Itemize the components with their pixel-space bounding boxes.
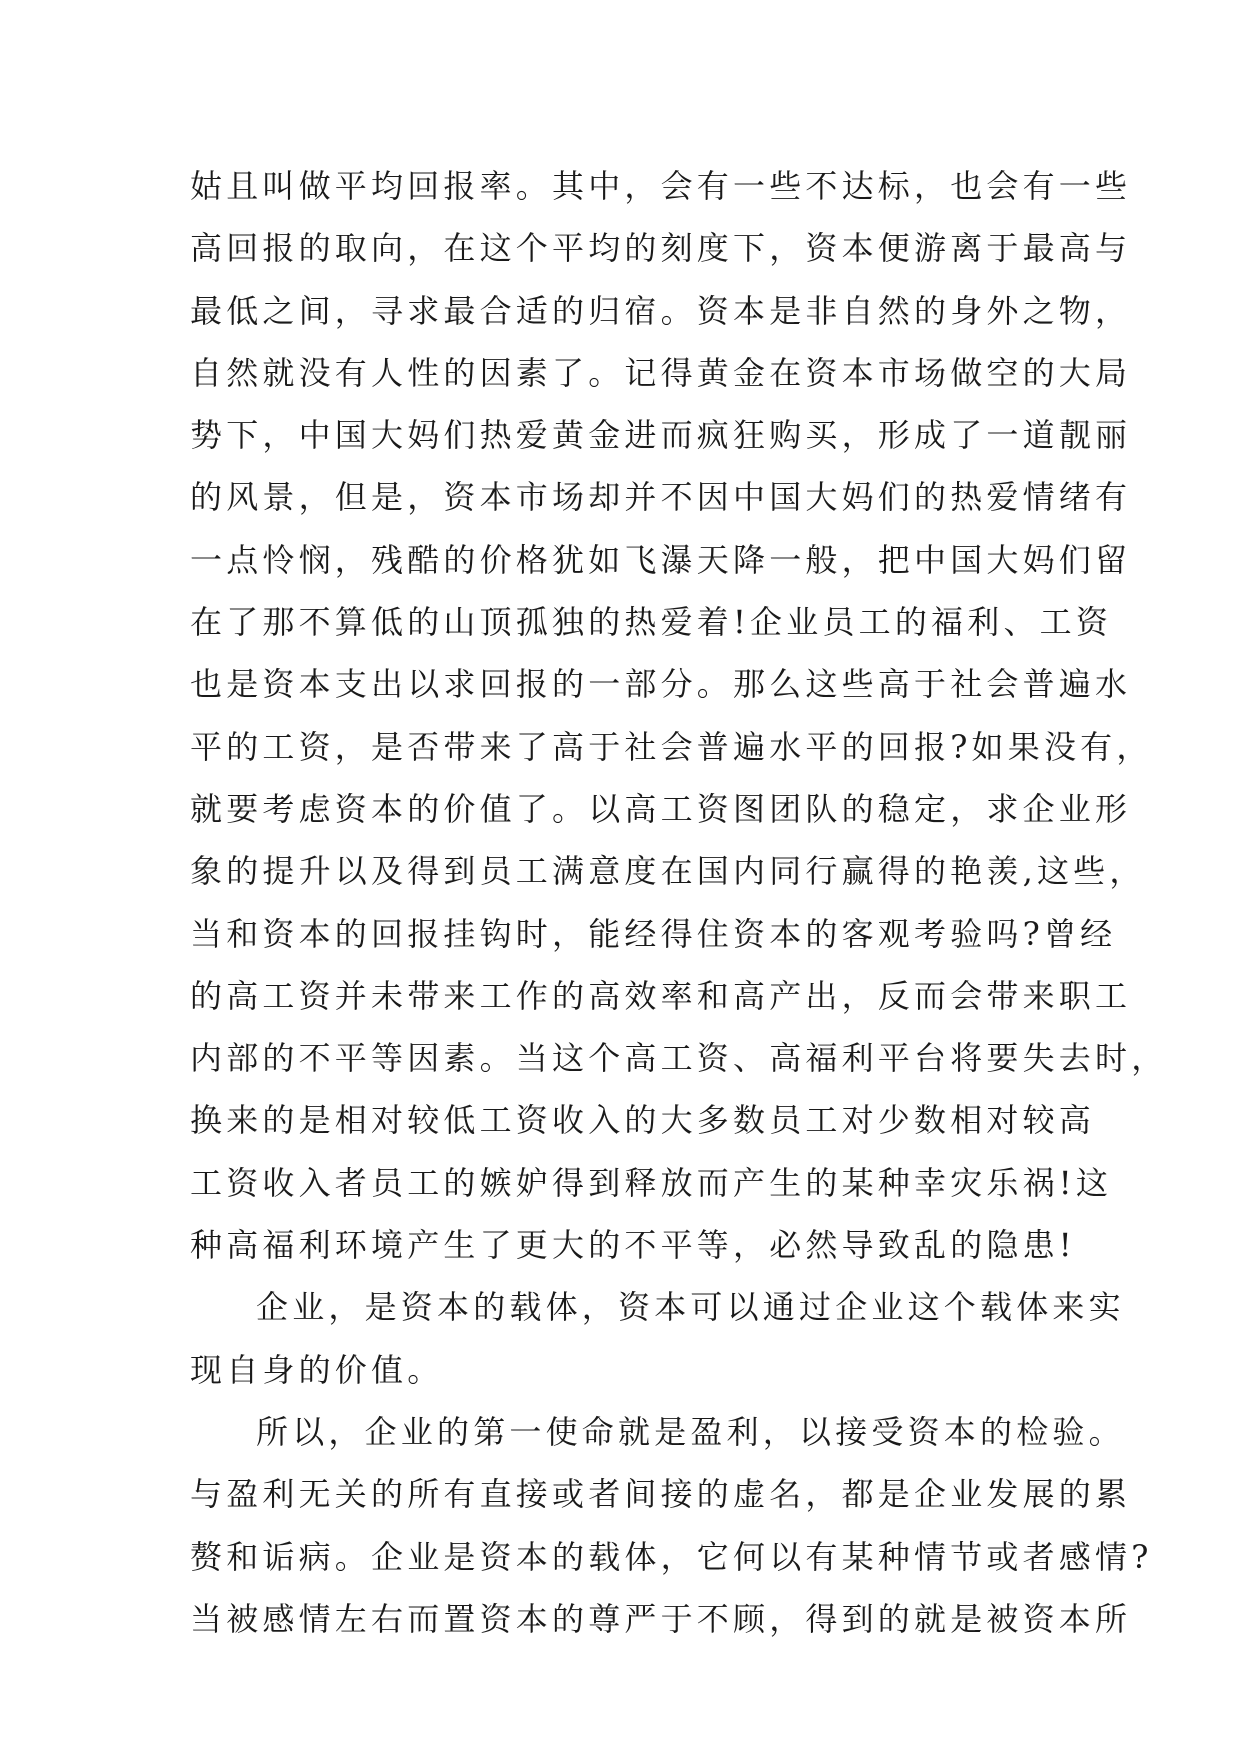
text-line: 工资收入者员工的嫉妒得到释放而产生的某种幸灾乐祸!这: [190, 1163, 1113, 1202]
text-line: 在了那不算低的山顶孤独的热爱着!企业员工的福利、工资: [190, 603, 1113, 642]
text-line: 姑且叫做平均回报率。其中，会有一些不达标，也会有一些: [190, 167, 1132, 205]
text-line: 就要考虑资本的价值了。以高工资图团队的稳定，求企业形: [190, 789, 1132, 828]
paragraph-start-line: 企业，是资本的载体，资本可以通过企业这个载体来实: [256, 1288, 1125, 1327]
text-line: 平的工资，是否带来了高于社会普遍水平的回报?如果没有，: [190, 727, 1153, 766]
text-line: 当被感情左右而置资本的尊严于不顾，得到的就是被资本所: [190, 1599, 1132, 1638]
text-line: 象的提升以及得到员工满意度在国内同行赢得的艳羡,这些，: [190, 852, 1146, 891]
text-line: 一点怜悯，残酷的价格犹如飞瀑天降一般，把中国大妈们留: [190, 540, 1132, 579]
text-line: 内部的不平等因素。当这个高工资、高福利平台将要失去时，: [190, 1039, 1168, 1078]
text-line: 高回报的取向，在这个平均的刻度下，资本便游离于最高与: [190, 229, 1132, 268]
text-line: 自然就没有人性的因素了。记得黄金在资本市场做空的大局: [190, 353, 1132, 392]
text-line: 赘和诟病。企业是资本的载体，它何以有某种情节或者感情?: [190, 1537, 1153, 1576]
text-line: 当和资本的回报挂钩时，能经得住资本的客观考验吗?曾经: [190, 914, 1117, 953]
text-line: 势下，中国大妈们热爱黄金进而疯狂购买，形成了一道靓丽: [190, 416, 1132, 455]
text-line: 最低之间，寻求最合适的归宿。资本是非自然的身外之物，: [190, 291, 1132, 330]
text-line: 的高工资并未带来工作的高效率和高产出，反而会带来职工: [190, 976, 1132, 1015]
text-line: 种高福利环境产生了更大的不平等，必然导致乱的隐患!: [190, 1226, 1076, 1265]
text-line: 与盈利无关的所有直接或者间接的虚名，都是企业发展的累: [190, 1475, 1132, 1514]
body-text: [190, 162, 1168, 1657]
text-line: 也是资本支出以求回报的一部分。那么这些高于社会普遍水: [190, 665, 1132, 704]
text-line: 的风景，但是，资本市场却并不因中国大妈们的热爱情绪有: [190, 478, 1132, 517]
text-line: 现自身的价值。: [190, 1350, 444, 1389]
text-line: 换来的是相对较低工资收入的大多数员工对少数相对较高: [190, 1101, 1096, 1140]
paragraph-start-line: 所以，企业的第一使命就是盈利，以接受资本的检验。: [256, 1412, 1125, 1451]
